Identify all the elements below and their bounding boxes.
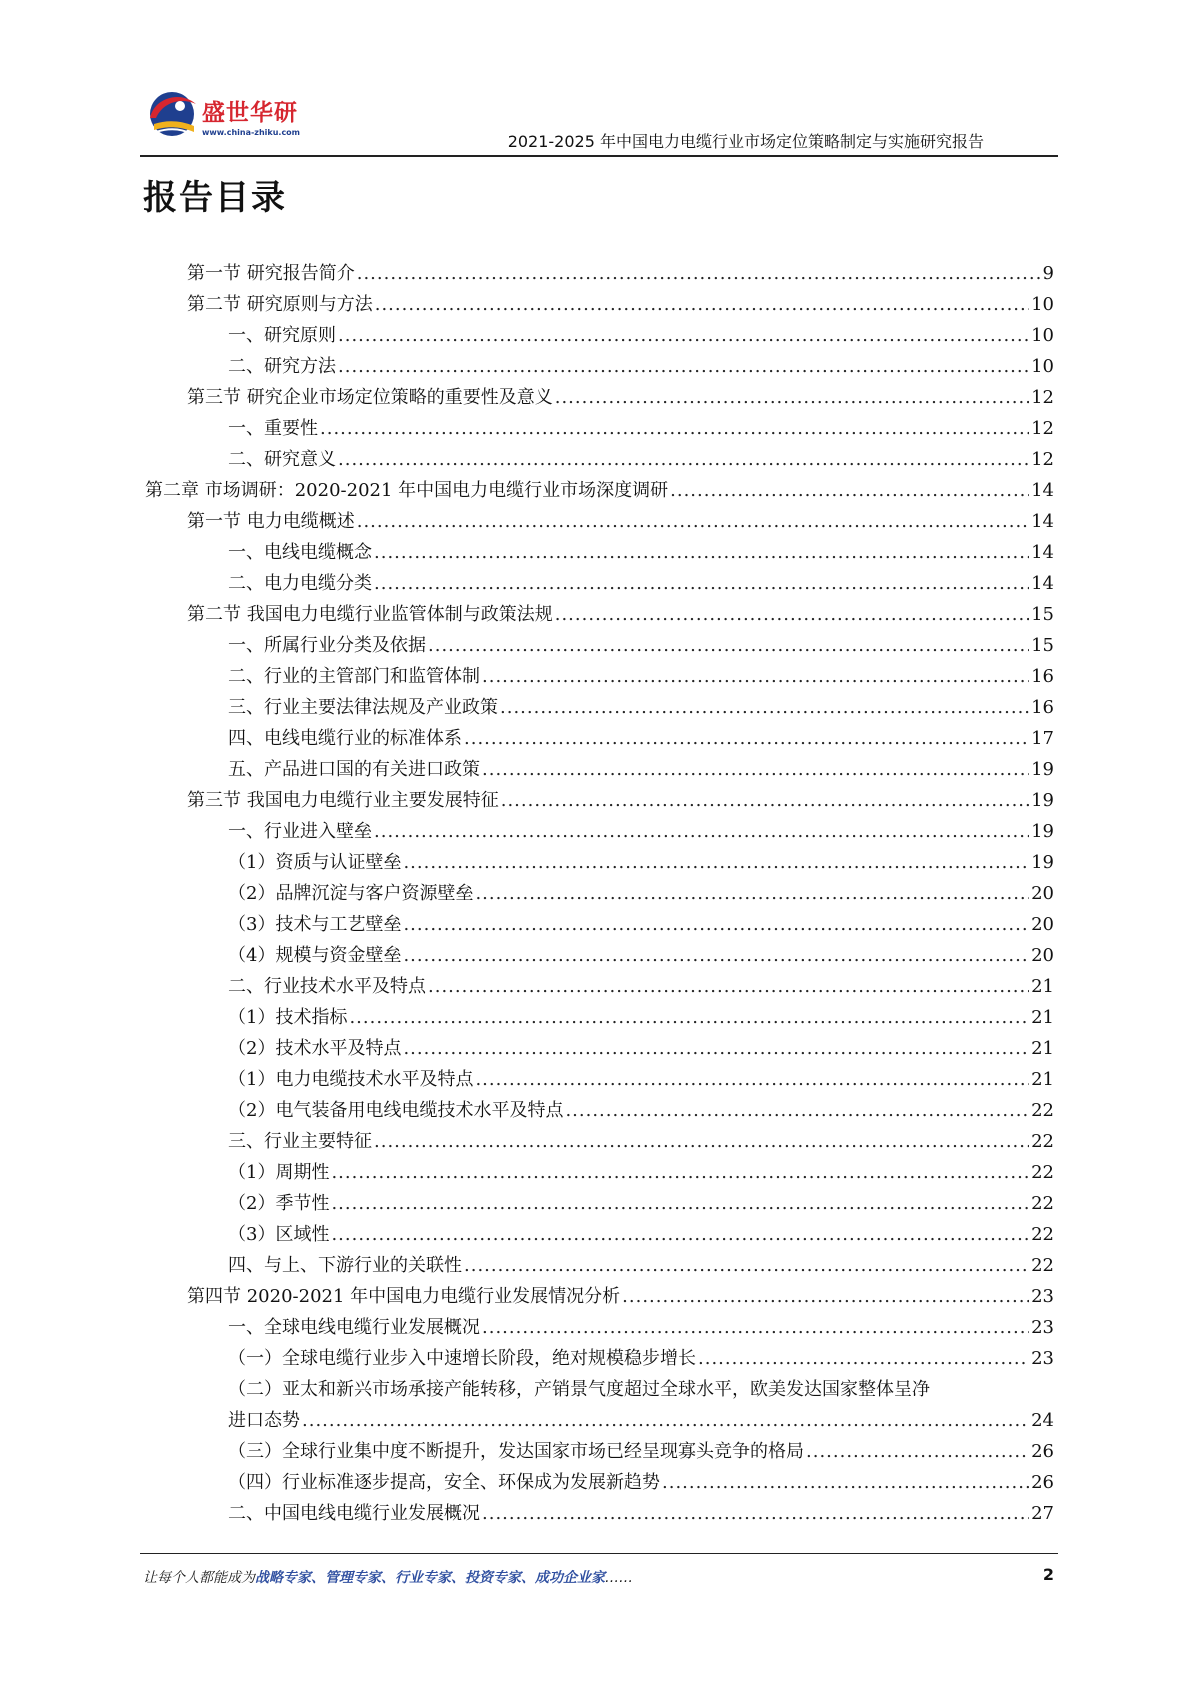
toc-entry-title: （2）电气装备用电线电缆技术水平及特点: [228, 1100, 564, 1121]
document-title: 2021-2025 年中国电力电缆行业市场定位策略制定与实施研究报告: [507, 132, 984, 151]
toc-entry[interactable]: [228, 1157, 1054, 1188]
toc-leader-dots: [357, 258, 1041, 289]
toc-entry-title: 二、中国电线电缆行业发展概况: [228, 1503, 480, 1524]
toc-entry-title: 四、电线电缆行业的标准体系: [228, 728, 462, 749]
toc-entry[interactable]: [187, 599, 1054, 630]
toc-entry-page: 20: [1031, 914, 1054, 935]
toc-entry[interactable]: [228, 1250, 1054, 1281]
toc-entry-page: 12: [1031, 449, 1054, 470]
toc-entry-page: 10: [1031, 356, 1054, 377]
toc-entry-page: 21: [1031, 1038, 1054, 1059]
toc-leader-dots: [662, 1467, 1029, 1498]
toc-leader-dots: [338, 320, 1029, 351]
toc-entry-page: 22: [1031, 1224, 1054, 1245]
toc-entry[interactable]: [228, 320, 1054, 351]
page-number: 2: [1042, 1565, 1054, 1584]
toc-entry-page: 19: [1031, 759, 1054, 780]
slogan-suffix: ……: [605, 1570, 633, 1586]
toc-entry-title: 三、行业主要特征: [228, 1131, 372, 1152]
toc-entry-title: 一、重要性: [228, 418, 318, 439]
toc-entry-title: 第三节 我国电力电缆行业主要发展特征: [187, 790, 499, 811]
toc-leader-dots: [806, 1436, 1029, 1467]
toc-leader-dots: [374, 816, 1029, 847]
toc-entry-page: 10: [1031, 294, 1054, 315]
toc-entry[interactable]: [228, 723, 1054, 754]
toc-entry-title: 四、与上、下游行业的关联性: [228, 1255, 462, 1276]
toc-leader-dots: [565, 1095, 1029, 1126]
toc-leader-dots: [375, 289, 1029, 320]
toc-entry-page: 19: [1031, 790, 1054, 811]
toc-entry-page: 15: [1031, 635, 1054, 656]
toc-entry-title: 第二节 我国电力电缆行业监管体制与政策法规: [187, 604, 553, 625]
toc-entry-page: 23: [1031, 1348, 1054, 1369]
page-title: 报告目录: [143, 178, 287, 218]
toc-entry-title: （2）技术水平及特点: [228, 1038, 402, 1059]
toc-leader-dots: [555, 382, 1029, 413]
toc-entry-wrapped-line[interactable]: （二）亚太和新兴市场承接产能转移，产销景气度超过全球水平，欧美发达国家整体呈净: [228, 1379, 930, 1400]
toc-entry[interactable]: [187, 289, 1054, 320]
toc-entry-title: 五、产品进口国的有关进口政策: [228, 759, 480, 780]
toc-entry[interactable]: [228, 661, 1054, 692]
toc-leader-dots: [403, 1033, 1029, 1064]
toc-leader-dots: [475, 878, 1029, 909]
toc-leader-dots: [331, 1188, 1029, 1219]
header-divider: [140, 155, 1058, 157]
toc-leader-dots: [622, 1281, 1029, 1312]
slogan-prefix: 让每个人都能成为: [143, 1570, 255, 1586]
toc-entry-page: 19: [1031, 852, 1054, 873]
toc-entry[interactable]: [228, 413, 1054, 444]
toc-entry[interactable]: [187, 785, 1054, 816]
toc-entry-page: 9: [1042, 263, 1054, 284]
toc-leader-dots: [331, 1157, 1029, 1188]
footer-slogan: [143, 1567, 633, 1587]
toc-entry[interactable]: [228, 1498, 1054, 1529]
toc-leader-dots: [500, 692, 1029, 723]
toc-leader-dots: [357, 506, 1029, 537]
toc-entry[interactable]: [228, 1126, 1054, 1157]
toc-entry-page: 22: [1031, 1100, 1054, 1121]
toc-entry-title: 一、所属行业分类及依据: [228, 635, 426, 656]
toc-entry-page: 24: [1031, 1410, 1054, 1431]
toc-entry-title: （3）技术与工艺壁垒: [228, 914, 402, 935]
toc-entry-page: 21: [1031, 1069, 1054, 1090]
toc-entry-title: 进口态势: [228, 1410, 300, 1431]
toc-leader-dots: [698, 1343, 1029, 1374]
toc-leader-dots: [403, 847, 1029, 878]
toc-leader-dots: [338, 351, 1029, 382]
toc-entry[interactable]: [228, 1095, 1054, 1126]
toc-entry[interactable]: [145, 475, 1054, 506]
toc-entry-title: 二、电力电缆分类: [228, 573, 372, 594]
toc-entry[interactable]: [228, 1436, 1054, 1467]
toc-entry[interactable]: [187, 1281, 1054, 1312]
toc-entry-title: 第一节 研究报告简介: [187, 263, 355, 284]
toc-entry[interactable]: [228, 692, 1054, 723]
toc-entry[interactable]: [228, 1312, 1054, 1343]
toc-entry[interactable]: [187, 506, 1054, 537]
toc-entry-page: 12: [1031, 387, 1054, 408]
toc-leader-dots: [403, 909, 1029, 940]
toc-leader-dots: [338, 444, 1029, 475]
toc-entry-page: 16: [1031, 666, 1054, 687]
toc-entry-page: 22: [1031, 1131, 1054, 1152]
logo-emblem-icon: [140, 84, 202, 146]
toc-entry-page: 21: [1031, 976, 1054, 997]
toc-leader-dots: [555, 599, 1029, 630]
toc-entry-title: （4）规模与资金壁垒: [228, 945, 402, 966]
toc-entry[interactable]: [228, 1002, 1054, 1033]
logo-name: 盛世华研: [202, 100, 298, 126]
toc-leader-dots: [302, 1405, 1029, 1436]
toc-leader-dots: [428, 971, 1029, 1002]
toc-entry-page: 22: [1031, 1255, 1054, 1276]
toc-entry-page: 20: [1031, 945, 1054, 966]
toc-entry-page: 22: [1031, 1193, 1054, 1214]
toc-leader-dots: [428, 630, 1029, 661]
toc-entry-page: 14: [1031, 573, 1054, 594]
toc-leader-dots: [349, 1002, 1029, 1033]
toc-entry-title: 第四节 2020-2021 年中国电力电缆行业发展情况分析: [187, 1286, 621, 1307]
toc-entry-title: 一、全球电线电缆行业发展概况: [228, 1317, 480, 1338]
toc-entry[interactable]: [228, 971, 1054, 1002]
toc-entry-title: 一、电线电缆概念: [228, 542, 372, 563]
toc-entry-title: 第三节 研究企业市场定位策略的重要性及意义: [187, 387, 553, 408]
toc-entry-title: （三）全球行业集中度不断提升，发达国家市场已经呈现寡头竞争的格局: [228, 1441, 804, 1462]
toc-entry-page: 19: [1031, 821, 1054, 842]
toc-entry-title: （四）行业标准逐步提高，安全、环保成为发展新趋势: [228, 1472, 660, 1493]
toc-leader-dots: [670, 475, 1029, 506]
toc-entry-title: （2）品牌沉淀与客户资源壁垒: [228, 883, 474, 904]
toc-leader-dots: [374, 568, 1029, 599]
toc-entry[interactable]: [228, 909, 1054, 940]
toc-entry-title: 二、行业技术水平及特点: [228, 976, 426, 997]
toc-entry[interactable]: [228, 568, 1054, 599]
toc-entry[interactable]: [228, 816, 1054, 847]
toc-leader-dots: [320, 413, 1029, 444]
toc-leader-dots: [482, 754, 1029, 785]
toc-entry-title: 第一节 电力电缆概述: [187, 511, 355, 532]
toc-entry-title: 第二章 市场调研：2020-2021 年中国电力电缆行业市场深度调研: [145, 480, 669, 501]
toc-entry[interactable]: [228, 1405, 1054, 1436]
toc-leader-dots: [464, 1250, 1029, 1281]
toc-leader-dots: [464, 723, 1029, 754]
toc-entry-page: 14: [1031, 480, 1054, 501]
toc-entry[interactable]: [228, 1219, 1054, 1250]
toc-leader-dots: [482, 1498, 1029, 1529]
toc-entry[interactable]: [228, 847, 1054, 878]
toc-entry-page: 14: [1031, 542, 1054, 563]
toc-entry-page: 22: [1031, 1162, 1054, 1183]
toc-leader-dots: [374, 1126, 1029, 1157]
toc-entry-page: 21: [1031, 1007, 1054, 1028]
toc-entry[interactable]: [187, 382, 1054, 413]
toc-entry[interactable]: [228, 1467, 1054, 1498]
toc-entry[interactable]: [228, 940, 1054, 971]
toc-leader-dots: [403, 940, 1029, 971]
toc-entry-page: 20: [1031, 883, 1054, 904]
toc-leader-dots: [475, 1064, 1029, 1095]
toc-entry-title: 一、行业进入壁垒: [228, 821, 372, 842]
toc-entry-title: （1）技术指标: [228, 1007, 348, 1028]
toc-entry-title: 三、行业主要法律法规及产业政策: [228, 697, 498, 718]
toc-entry-title: （2）季节性: [228, 1193, 330, 1214]
toc-leader-dots: [501, 785, 1029, 816]
toc-entry[interactable]: [228, 444, 1054, 475]
toc-entry-page: 14: [1031, 511, 1054, 532]
toc-entry-page: 27: [1031, 1503, 1054, 1524]
toc-entry[interactable]: [228, 878, 1054, 909]
logo-url: www.china-zhiku.com: [202, 128, 301, 137]
toc-entry-page: 23: [1031, 1317, 1054, 1338]
toc-entry[interactable]: [187, 258, 1054, 289]
toc-entry-page: 23: [1031, 1286, 1054, 1307]
toc-entry[interactable]: [228, 1343, 1054, 1374]
toc-entry-page: 17: [1031, 728, 1054, 749]
toc-entry-page: 15: [1031, 604, 1054, 625]
toc-entry-title: （1）周期性: [228, 1162, 330, 1183]
toc-entry-title: 二、研究意义: [228, 449, 336, 470]
toc-entry-page: 16: [1031, 697, 1054, 718]
toc-entry-page: 10: [1031, 325, 1054, 346]
footer-divider: [140, 1553, 1058, 1554]
toc-entry-title: 二、行业的主管部门和监管体制: [228, 666, 480, 687]
toc-entry[interactable]: [228, 351, 1054, 382]
company-logo: [140, 84, 310, 146]
toc-entry[interactable]: [228, 537, 1054, 568]
toc-entry-title: （3）区域性: [228, 1224, 330, 1245]
toc-entry[interactable]: [228, 1064, 1054, 1095]
toc-entry-title: （一）全球电缆行业步入中速增长阶段，绝对规模稳步增长: [228, 1348, 696, 1369]
page-header: [140, 78, 1058, 156]
toc-entry-title: 第二节 研究原则与方法: [187, 294, 373, 315]
toc-entry[interactable]: [228, 1033, 1054, 1064]
toc-entry-title: （1）电力电缆技术水平及特点: [228, 1069, 474, 1090]
toc-entry-title: （1）资质与认证壁垒: [228, 852, 402, 873]
slogan-highlight: 战略专家、管理专家、行业专家、投资专家、成功企业家: [255, 1570, 605, 1586]
toc-entry-page: 26: [1031, 1441, 1054, 1462]
toc-entry-title: 二、研究方法: [228, 356, 336, 377]
toc-entry[interactable]: [228, 1188, 1054, 1219]
toc-leader-dots: [331, 1219, 1029, 1250]
toc-entry-title: 一、研究原则: [228, 325, 336, 346]
toc-entry[interactable]: [228, 630, 1054, 661]
toc-leader-dots: [374, 537, 1029, 568]
toc-entry-page: 26: [1031, 1472, 1054, 1493]
toc-entry-page: 12: [1031, 418, 1054, 439]
toc-leader-dots: [482, 661, 1029, 692]
toc-leader-dots: [482, 1312, 1029, 1343]
toc-entry[interactable]: [228, 754, 1054, 785]
